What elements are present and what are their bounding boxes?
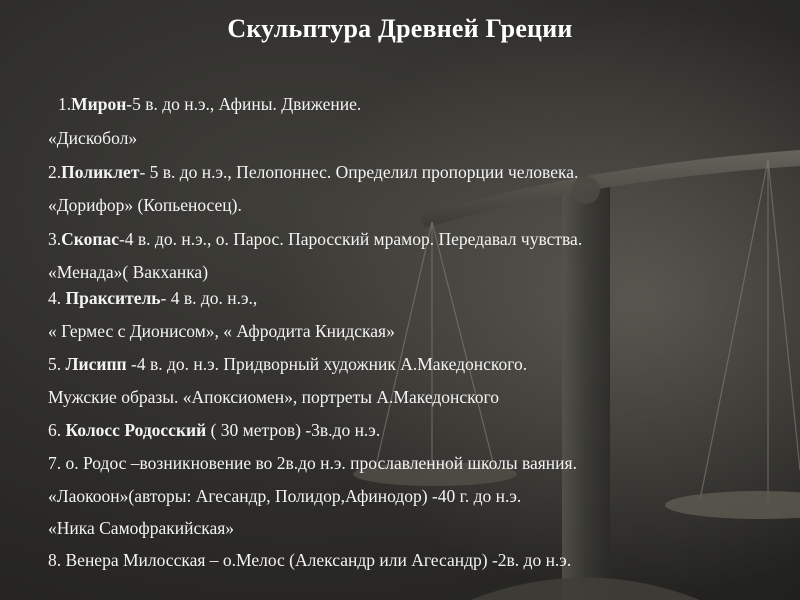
item-number: 3. [48, 229, 62, 249]
item-text: - 4 в. до. н.э., [160, 288, 258, 308]
item-text: -4 в. до. н.э., о. Парос. Паросский мрамор. Передавал чувства. [118, 229, 583, 249]
list-item [48, 320, 395, 342]
item-text: -4 в. до. н.э. Придворный художник А.Македонского. [126, 354, 528, 374]
sculptor-name: Пракситель [65, 288, 161, 308]
list-item [48, 194, 242, 216]
item-text: «Дорифор» (Копьеносец). [48, 195, 242, 215]
sculptor-name: Колосс Родосский [65, 420, 207, 440]
list-item [48, 161, 578, 183]
slide-title: Скульптура Древней Греции [227, 14, 573, 43]
item-text: ( 30 метров) -3в.до н.э. [206, 420, 381, 440]
sculptor-name: Лисипп [65, 354, 127, 374]
list-item [48, 419, 380, 441]
item-number: 2. [48, 162, 62, 182]
list-item [48, 517, 234, 539]
item-text: 8. Венера Милосская – о.Мелос (Александр или Агесандр) -2в. до н.э. [48, 550, 572, 570]
list-item [48, 452, 577, 474]
list-item [48, 228, 582, 250]
item-text: Мужские образы. «Апоксиомен», портреты А.Македонского [48, 387, 499, 407]
item-text: - 5 в. до н.э., Пелопоннес. Определил пропорции человека. [139, 162, 579, 182]
sculptor-name: Скопас [61, 229, 119, 249]
item-number: 4. [48, 288, 66, 308]
list-item [48, 485, 521, 507]
item-number: 5. [48, 354, 66, 374]
item-number: 1. [58, 94, 72, 114]
item-number: 6. [48, 420, 66, 440]
list-item [48, 386, 499, 408]
list-item [48, 287, 257, 309]
list-item [48, 549, 571, 571]
list-item [48, 127, 137, 149]
item-text: 7. о. Родос –возникновение во 2в.до н.э. прославленной школы ваяния. [48, 453, 577, 473]
sculptor-name: Мирон [71, 94, 127, 114]
sculptor-name: Поликлет [61, 162, 140, 182]
list-item [48, 261, 208, 283]
list-item [48, 353, 527, 375]
item-text: «Лаокоон»(авторы: Агесандр, Полидор,Афинодор) -40 г. до н.э. [48, 486, 522, 506]
item-text: « Гермес с Дионисом», « Афродита Книдская» [48, 321, 395, 341]
item-text: «Менада»( Вакханка) [48, 262, 209, 282]
list-item [58, 93, 361, 115]
item-text: -5 в. до н.э., Афины. Движение. [126, 94, 362, 114]
item-text: «Ника Самофракийская» [48, 518, 235, 538]
item-text: «Дискобол» [48, 128, 138, 148]
